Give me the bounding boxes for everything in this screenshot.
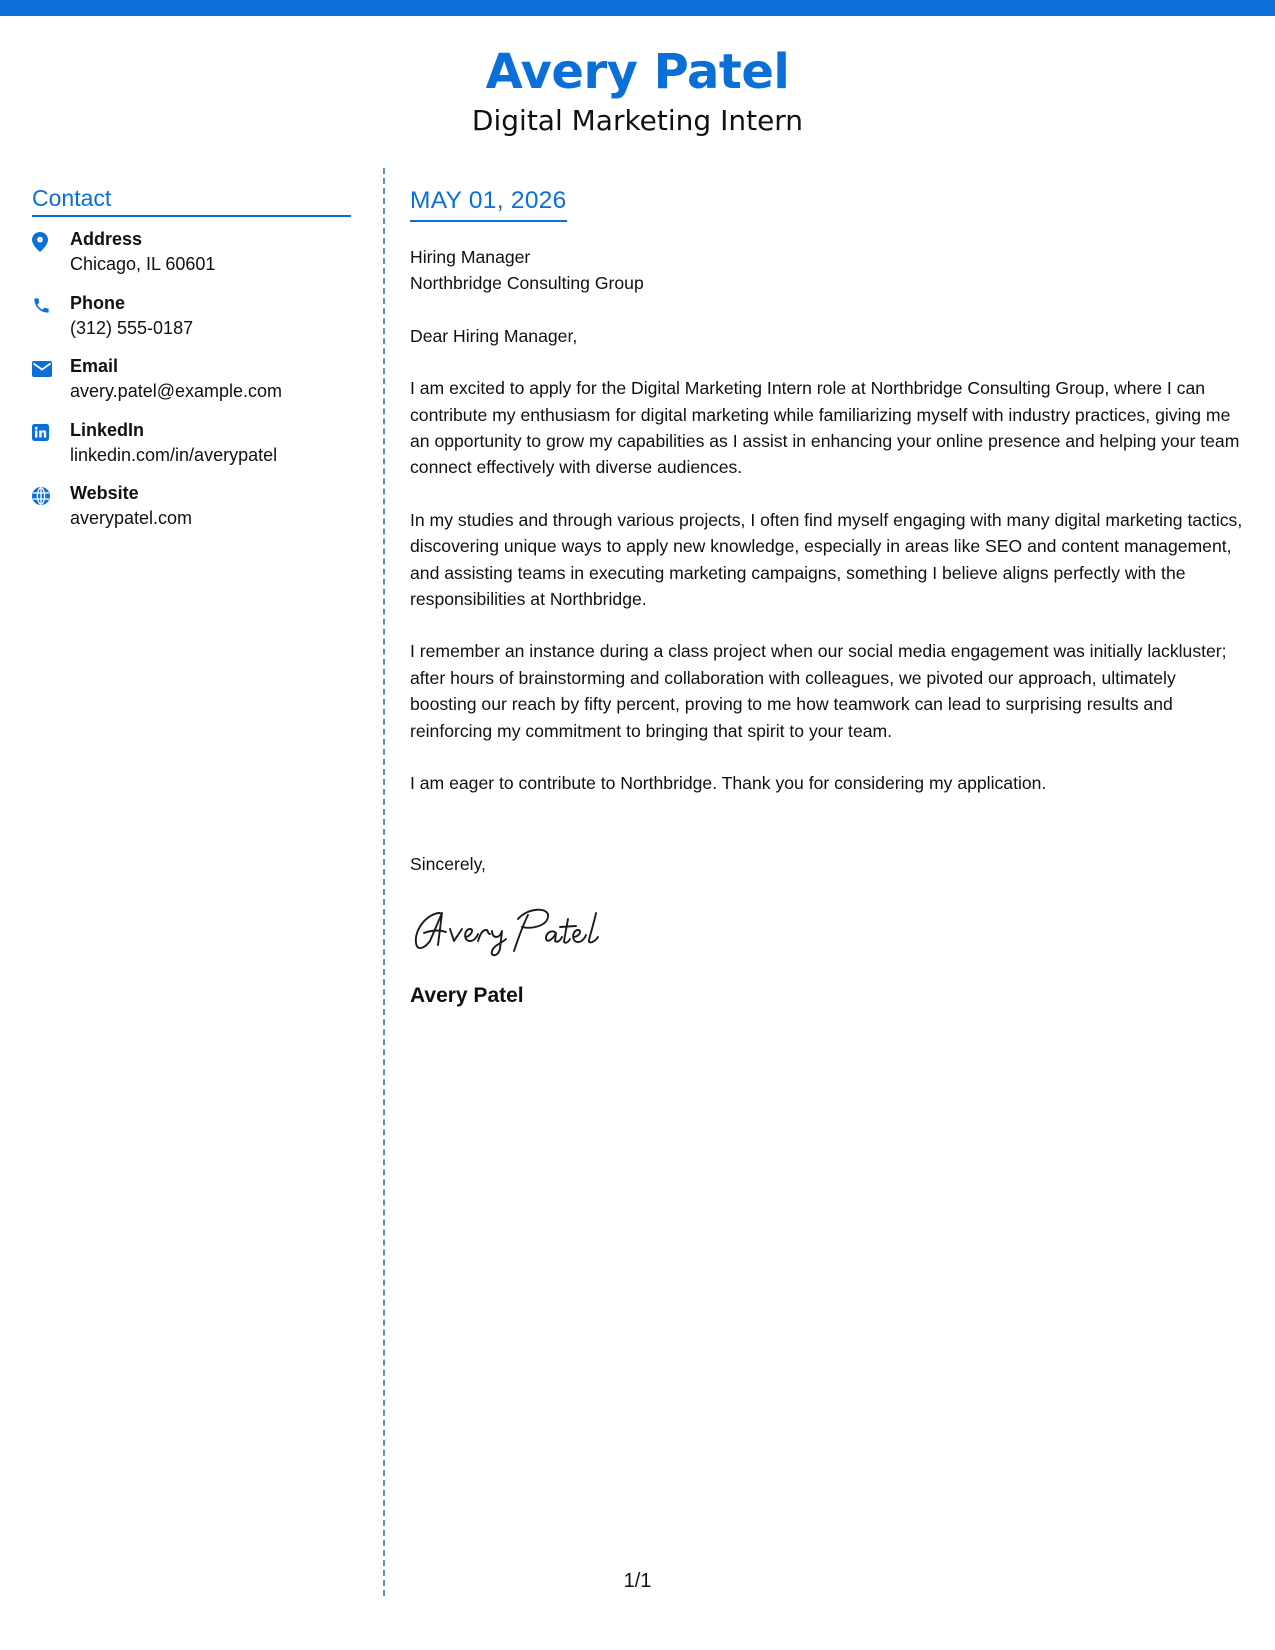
globe-icon [32,481,70,505]
contact-label: Website [70,483,139,503]
contact-label: Email [70,356,119,376]
applicant-title: Digital Marketing Intern [471,104,804,137]
letter-header [0,44,1275,138]
linkedin-value[interactable]: linkedin.com/in/averypatel [70,444,278,465]
address-value: Chicago, IL 60601 [70,254,216,274]
paragraph-1: I am excited to apply for the Digital Marketing Intern role at Northbridge Consulting Group, where I can contribute my enthusiasm for digital marketing while familiarizing myself with industry practices, giving me an opportunity to grow my capabilities as I assist in enhancing your online presence and helping your team connect effectively with diverse audiences. [410,378,1240,478]
contact-item-phone [32,291,351,355]
paragraph-4: I am eager to contribute to Northbridge. Thank you for considering my application. [410,773,1047,794]
linkedin-icon [32,418,70,441]
phone-value: (312) 555-0187 [70,317,194,338]
paragraph-3: I remember an instance during a class project when our social media engagement was initially lackluster; after hours of brainstorming and collaboration with colleagues, we pivoted our approach, ultimately boosting our reach by fifty percent, proving to me how teamwork can lead to surprising results and reinforcing my commitment to bringing that spirit to your team. [410,641,1227,741]
page-number: 1/1 [623,1570,652,1592]
contact-item-website [32,481,351,545]
contact-label: Address [70,229,143,249]
phone-icon [32,291,70,315]
salutation: Dear Hiring Manager, [410,325,578,346]
contact-label: Phone [70,292,126,313]
column-divider [383,168,385,1596]
website-value[interactable]: averypatel.com [70,508,193,528]
envelope-icon [32,354,70,377]
letter-body [410,186,1245,1009]
top-accent-bar [0,0,1275,16]
contact-list [32,227,351,545]
recipient-line-1: Hiring Manager [410,247,531,267]
email-value[interactable]: avery.patel@example.com [70,381,283,401]
contact-label: LinkedIn [70,419,145,440]
recipient-block [410,244,1245,297]
applicant-name: Avery Patel [485,44,790,100]
paragraph-2: In my studies and through various projects, I often find myself engaging with many digital marketing tactics, discovering unique ways to apply new knowledge, especially in areas like SEO and content management, and assisting teams in executing marketing campaigns, something I believe aligns perfectly with the responsibilities at Northbridge. [410,509,1243,610]
handwritten-signature [410,899,1245,961]
letter-date: MAY 01, 2026 [410,187,567,214]
signer-name: Avery Patel [410,983,524,1007]
contact-item-address [32,227,351,291]
map-pin-icon [32,227,70,252]
contact-sidebar [32,183,351,545]
date-block [410,186,567,222]
recipient-line-2: Northbridge Consulting Group [410,273,644,294]
contact-item-linkedin [32,418,351,482]
contact-item-email [32,354,351,418]
closing: Sincerely, [410,853,486,874]
contact-heading: Contact [32,183,351,217]
